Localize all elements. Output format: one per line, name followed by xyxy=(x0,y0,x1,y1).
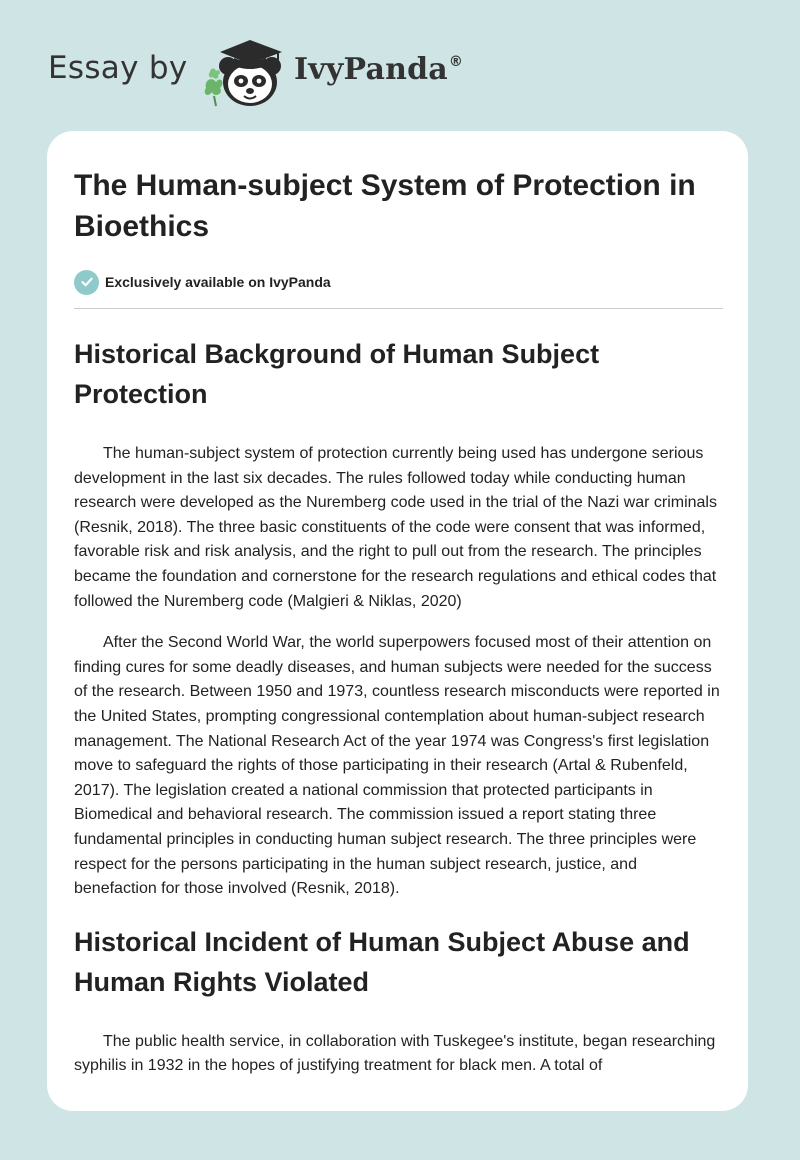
section-historical-incident xyxy=(74,922,724,1079)
check-circle-icon xyxy=(74,270,99,295)
brand-name[interactable] xyxy=(294,52,463,87)
section-heading: Historical Incident of Human Subject Abuse and Human Rights Violated xyxy=(74,926,690,997)
exclusive-label: Exclusively available on IvyPanda xyxy=(105,274,331,290)
paragraph: The human-subject system of protection currently being used has undergone serious development in the last six decades. The rules followed today while conducting human research were developed as the Nuremberg code used in the trial of the Nazi war criminals (Resnik, 2018). The three basic constituents of the code were consent that was informed, favorable risk and risk analysis, and the right to pull out from the research. The principles became the foundation and cornerstone for the research regulations and ethical codes that followed the Nuremberg code (Malgieri & Niklas, 2020) xyxy=(74,445,717,610)
paragraph: After the Second World War, the world superpowers focused most of their attention on finding cures for some deadly diseases, and human subjects were needed for the success of the research. Between 1950 and 1973, countless research misconducts were reported in the United States, prompting congressional contemplation about human-subject research management. The National Research Act of the year 1974 was Congress's first legislation move to safeguard the rights of those participating in their research (Artal & Rubenfeld, 2017). The legislation created a national commission that protected participants in Biomedical and behavioral research. The commission issued a report stating three fundamental principles in conducting human subject research. The three principles were respect for the persons participating in the human subject research, justice, and benefaction for those involved (Resnik, 2018). xyxy=(74,634,720,898)
section-heading: Historical Background of Human Subject Protection xyxy=(74,339,600,409)
paragraph: The public health service, in collaboration with Tuskegee's institute, began researching syphilis in 1932 in the hopes of justifying treatment for black men. A total of xyxy=(74,1032,716,1075)
panda-graduate-icon[interactable] xyxy=(198,36,294,108)
site-header xyxy=(0,0,800,130)
section-historical-background xyxy=(74,334,724,902)
article-card xyxy=(47,131,748,1111)
registered-mark: ® xyxy=(448,54,464,70)
brand-name-text: IvyPanda xyxy=(294,52,448,87)
brand-prefix: Essay by xyxy=(48,50,188,86)
title-divider xyxy=(74,308,723,309)
article-title: The Human-subject System of Protection in Bioethics xyxy=(74,169,696,243)
exclusive-notice xyxy=(74,269,724,295)
article-content xyxy=(74,165,724,1079)
